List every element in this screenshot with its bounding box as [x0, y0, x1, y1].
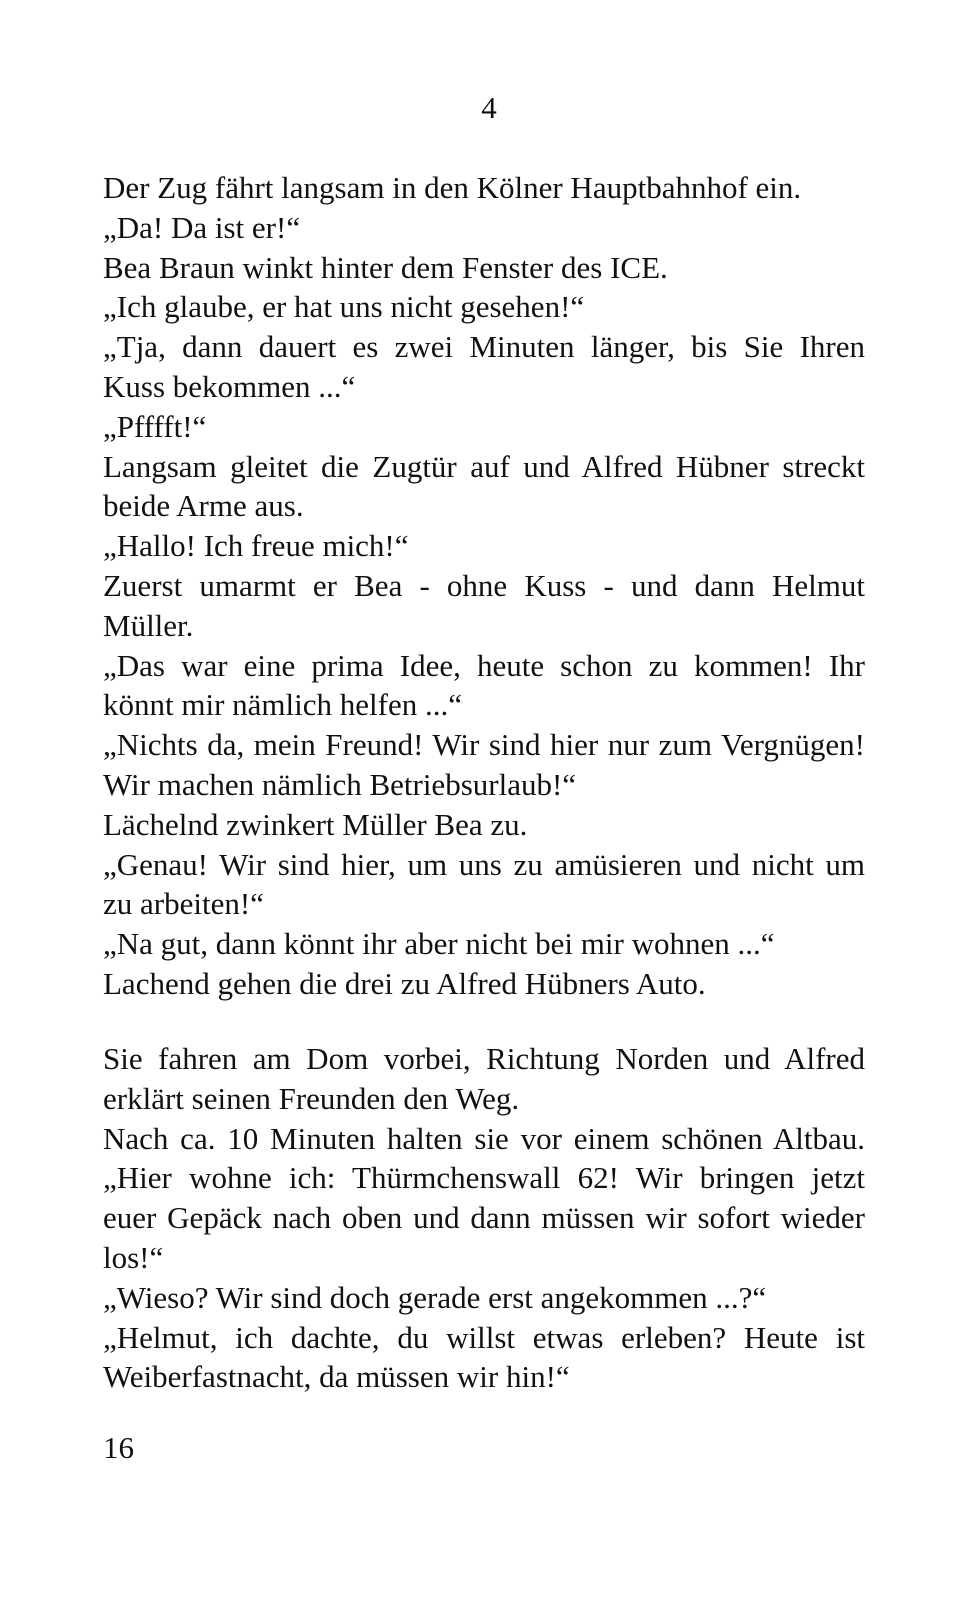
- text-line: „Das war eine prima Idee, heute schon zu kommen! Ihr: [103, 647, 865, 683]
- text-line: „Tja, dann dauert es zwei Minuten länger, bis Sie Ihren: [103, 329, 865, 365]
- text-line: Zuerst umarmt er Bea - ohne Kuss - und dann Helmut: [103, 567, 865, 603]
- text-line: erklärt seinen Freunden den Weg.: [103, 1080, 520, 1116]
- text-line: Müller.: [103, 607, 194, 643]
- text-line: „Genau! Wir sind hier, um uns zu amüsieren und nicht um: [103, 846, 865, 882]
- text-line: zu arbeiten!“: [103, 886, 264, 922]
- text-line: Weiberfastnacht, da müssen wir hin!“: [103, 1359, 570, 1395]
- text-line: Kuss bekommen ...“: [103, 368, 356, 404]
- text-line: „Nichts da, mein Freund! Wir sind hier nur zum Vergnügen!: [103, 727, 865, 763]
- text-line: los!“: [103, 1239, 164, 1275]
- text-line: „Hallo! Ich freue mich!“: [103, 528, 409, 564]
- text-line: „Wieso? Wir sind doch gerade erst angekommen ...?“: [103, 1279, 767, 1315]
- text-line: „Na gut, dann könnt ihr aber nicht bei mir wohnen ...“: [103, 926, 775, 962]
- text-line: „Ich glaube, er hat uns nicht gesehen!“: [103, 289, 585, 325]
- text-line: Langsam gleitet die Zugtür auf und Alfred Hübner streckt: [103, 448, 865, 484]
- text-line: Sie fahren am Dom vorbei, Richtung Norden und Alfred: [103, 1041, 865, 1076]
- text-line: Bea Braun winkt hinter dem Fenster des ICE.: [103, 249, 668, 285]
- text-section-1: [103, 168, 865, 1004]
- text-line: Lächelnd zwinkert Müller Bea zu.: [103, 806, 528, 842]
- chapter-number: 4: [481, 90, 497, 125]
- text-line: euer Gepäck nach oben und dann müssen wir sofort wieder: [103, 1200, 865, 1236]
- text-line: „Helmut, ich dachte, du willst etwas erleben? Heute ist: [103, 1319, 865, 1355]
- page-number: 16: [103, 1430, 134, 1465]
- text-line: Wir machen nämlich Betriebsurlaub!“: [103, 766, 577, 802]
- text-line: Lachend gehen die drei zu Alfred Hübners Auto.: [103, 965, 706, 1001]
- text-line: „Da! Da ist er!“: [103, 209, 301, 245]
- text-line: „Hier wohne ich: Thürmchenswall 62! Wir bringen jetzt: [103, 1160, 865, 1196]
- text-line: könnt mir nämlich helfen ...“: [103, 687, 462, 723]
- text-line: „Pfffft!“: [103, 408, 207, 444]
- text-line: beide Arme aus.: [103, 488, 304, 524]
- text-section-2: [103, 1039, 865, 1397]
- text-line: Nach ca. 10 Minuten halten sie vor einem schönen Altbau.: [103, 1120, 865, 1156]
- text-line: Der Zug fährt langsam in den Kölner Hauptbahnhof ein.: [103, 170, 802, 205]
